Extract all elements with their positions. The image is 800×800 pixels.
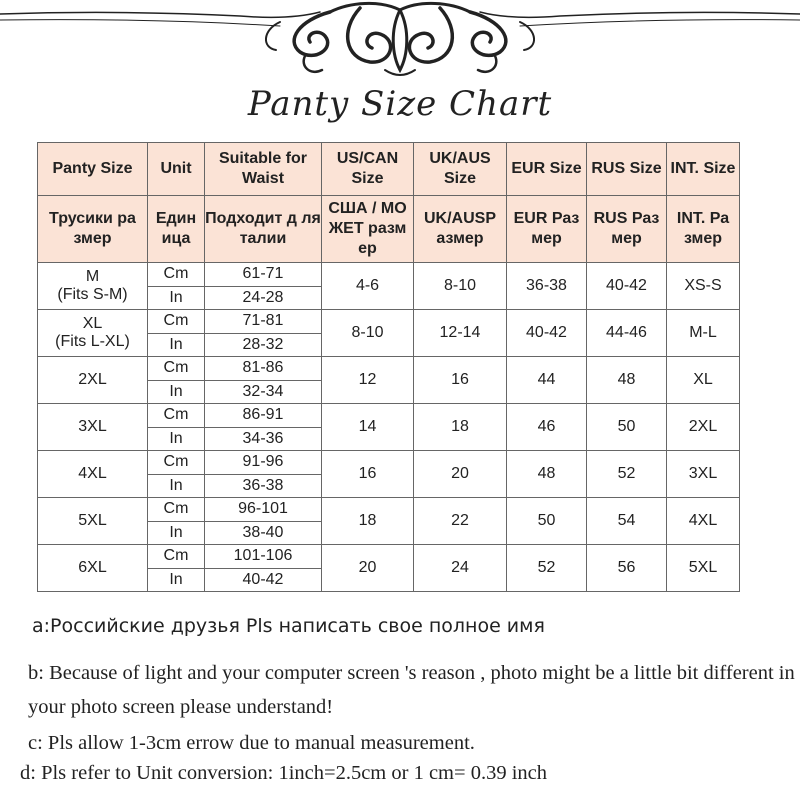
unit-cell-in: In — [148, 286, 205, 310]
waist-in-cell: 40-42 — [205, 568, 322, 592]
waist-cm-cell: 81-86 — [205, 357, 322, 381]
size-label: 2XL — [78, 371, 107, 388]
eur-size-cell: 44 — [507, 357, 587, 404]
table-row — [38, 545, 740, 569]
eur-size-cell: 52 — [507, 545, 587, 592]
waist-in-cell: 36-38 — [205, 474, 322, 498]
uk-size-cell: 18 — [414, 404, 507, 451]
table-row — [38, 357, 740, 381]
size-chart-table — [37, 142, 740, 592]
panty-size-cell — [38, 498, 148, 545]
header-cell: Подходит д ля талии — [205, 196, 322, 263]
waist-cm-cell: 61-71 — [205, 263, 322, 287]
header-cell: EUR Size — [507, 143, 587, 196]
us-size-cell: 12 — [322, 357, 414, 404]
uk-size-cell: 16 — [414, 357, 507, 404]
table-row — [38, 498, 740, 522]
unit-cell-cm: Cm — [148, 310, 205, 334]
rus-size-cell: 52 — [587, 451, 667, 498]
size-label: 4XL — [78, 465, 107, 482]
size-fits-label: (Fits L-XL) — [55, 333, 130, 350]
unit-cell-in: In — [148, 521, 205, 545]
unit-cell-in: In — [148, 568, 205, 592]
rus-size-cell: 50 — [587, 404, 667, 451]
size-fits-label: (Fits S-M) — [57, 286, 128, 303]
waist-in-cell: 24-28 — [205, 286, 322, 310]
eur-size-cell: 50 — [507, 498, 587, 545]
panty-size-cell — [38, 263, 148, 310]
rus-size-cell: 54 — [587, 498, 667, 545]
header-cell: UK/AUSP азмер — [414, 196, 507, 263]
header-cell: Един ица — [148, 196, 205, 263]
unit-cell-in: In — [148, 427, 205, 451]
us-size-cell: 16 — [322, 451, 414, 498]
waist-in-cell: 38-40 — [205, 521, 322, 545]
us-size-cell: 8-10 — [322, 310, 414, 357]
eur-size-cell: 46 — [507, 404, 587, 451]
table-row — [38, 451, 740, 475]
header-cell: Panty Size — [38, 143, 148, 196]
waist-in-cell: 28-32 — [205, 333, 322, 357]
header-cell: INT. Ра змер — [667, 196, 740, 263]
eur-size-cell: 48 — [507, 451, 587, 498]
header-cell: Трусики ра змер — [38, 196, 148, 263]
eur-size-cell: 36-38 — [507, 263, 587, 310]
uk-size-cell: 8-10 — [414, 263, 507, 310]
us-size-cell: 18 — [322, 498, 414, 545]
waist-cm-cell: 101-106 — [205, 545, 322, 569]
waist-in-cell: 32-34 — [205, 380, 322, 404]
int-size-cell: XS-S — [667, 263, 740, 310]
us-size-cell: 20 — [322, 545, 414, 592]
panty-size-cell — [38, 545, 148, 592]
page-title: Panty Size Chart — [247, 84, 553, 124]
size-label: 3XL — [78, 418, 107, 435]
note-d: d: Pls refer to Unit conversion: 1inch=2.5cm or 1 cm= 0.39 inch — [20, 762, 547, 784]
header-cell: RUS Size — [587, 143, 667, 196]
int-size-cell: M-L — [667, 310, 740, 357]
rus-size-cell: 56 — [587, 545, 667, 592]
rus-size-cell: 48 — [587, 357, 667, 404]
header-row-english — [38, 143, 740, 196]
waist-cm-cell: 86-91 — [205, 404, 322, 428]
panty-size-cell — [38, 310, 148, 357]
note-a: a:Российские друзья Pls написать свое полное имя — [32, 615, 545, 637]
int-size-cell: XL — [667, 357, 740, 404]
unit-cell-cm: Cm — [148, 451, 205, 475]
header-row-russian — [38, 196, 740, 263]
size-label: 5XL — [78, 512, 107, 529]
unit-cell-cm: Cm — [148, 263, 205, 287]
size-label: M — [85, 268, 100, 285]
waist-cm-cell: 96-101 — [205, 498, 322, 522]
note-b: b: Because of light and your computer screen 's reason , photo might be a little bit different in your photo screen please understand! — [28, 662, 795, 718]
panty-size-cell — [38, 404, 148, 451]
unit-cell-cm: Cm — [148, 357, 205, 381]
rus-size-cell: 44-46 — [587, 310, 667, 357]
header-cell: UK/AUS Size — [414, 143, 507, 196]
table-row — [38, 263, 740, 287]
size-label: XL — [82, 315, 103, 332]
decorative-scroll-ornament — [0, 0, 800, 82]
header-cell: США / МО ЖЕТ разм ер — [322, 196, 414, 263]
eur-size-cell: 40-42 — [507, 310, 587, 357]
waist-cm-cell: 71-81 — [205, 310, 322, 334]
int-size-cell: 4XL — [667, 498, 740, 545]
header-cell: INT. Size — [667, 143, 740, 196]
panty-size-cell — [38, 451, 148, 498]
header-cell: US/CAN Size — [322, 143, 414, 196]
unit-cell-in: In — [148, 380, 205, 404]
waist-cm-cell: 91-96 — [205, 451, 322, 475]
waist-in-cell: 34-36 — [205, 427, 322, 451]
unit-cell-cm: Cm — [148, 498, 205, 522]
uk-size-cell: 22 — [414, 498, 507, 545]
uk-size-cell: 20 — [414, 451, 507, 498]
int-size-cell: 2XL — [667, 404, 740, 451]
rus-size-cell: 40-42 — [587, 263, 667, 310]
header-cell: Unit — [148, 143, 205, 196]
unit-cell-in: In — [148, 474, 205, 498]
us-size-cell: 4-6 — [322, 263, 414, 310]
uk-size-cell: 12-14 — [414, 310, 507, 357]
unit-cell-cm: Cm — [148, 545, 205, 569]
panty-size-cell — [38, 357, 148, 404]
note-c: c: Pls allow 1-3cm errow due to manual measurement. — [28, 732, 475, 754]
header-cell: EUR Раз мер — [507, 196, 587, 263]
int-size-cell: 3XL — [667, 451, 740, 498]
uk-size-cell: 24 — [414, 545, 507, 592]
header-cell: Suitable for Waist — [205, 143, 322, 196]
table-row — [38, 310, 740, 334]
unit-cell-cm: Cm — [148, 404, 205, 428]
table-row — [38, 404, 740, 428]
size-label: 6XL — [78, 559, 107, 576]
header-cell: RUS Раз мер — [587, 196, 667, 263]
int-size-cell: 5XL — [667, 545, 740, 592]
unit-cell-in: In — [148, 333, 205, 357]
us-size-cell: 14 — [322, 404, 414, 451]
